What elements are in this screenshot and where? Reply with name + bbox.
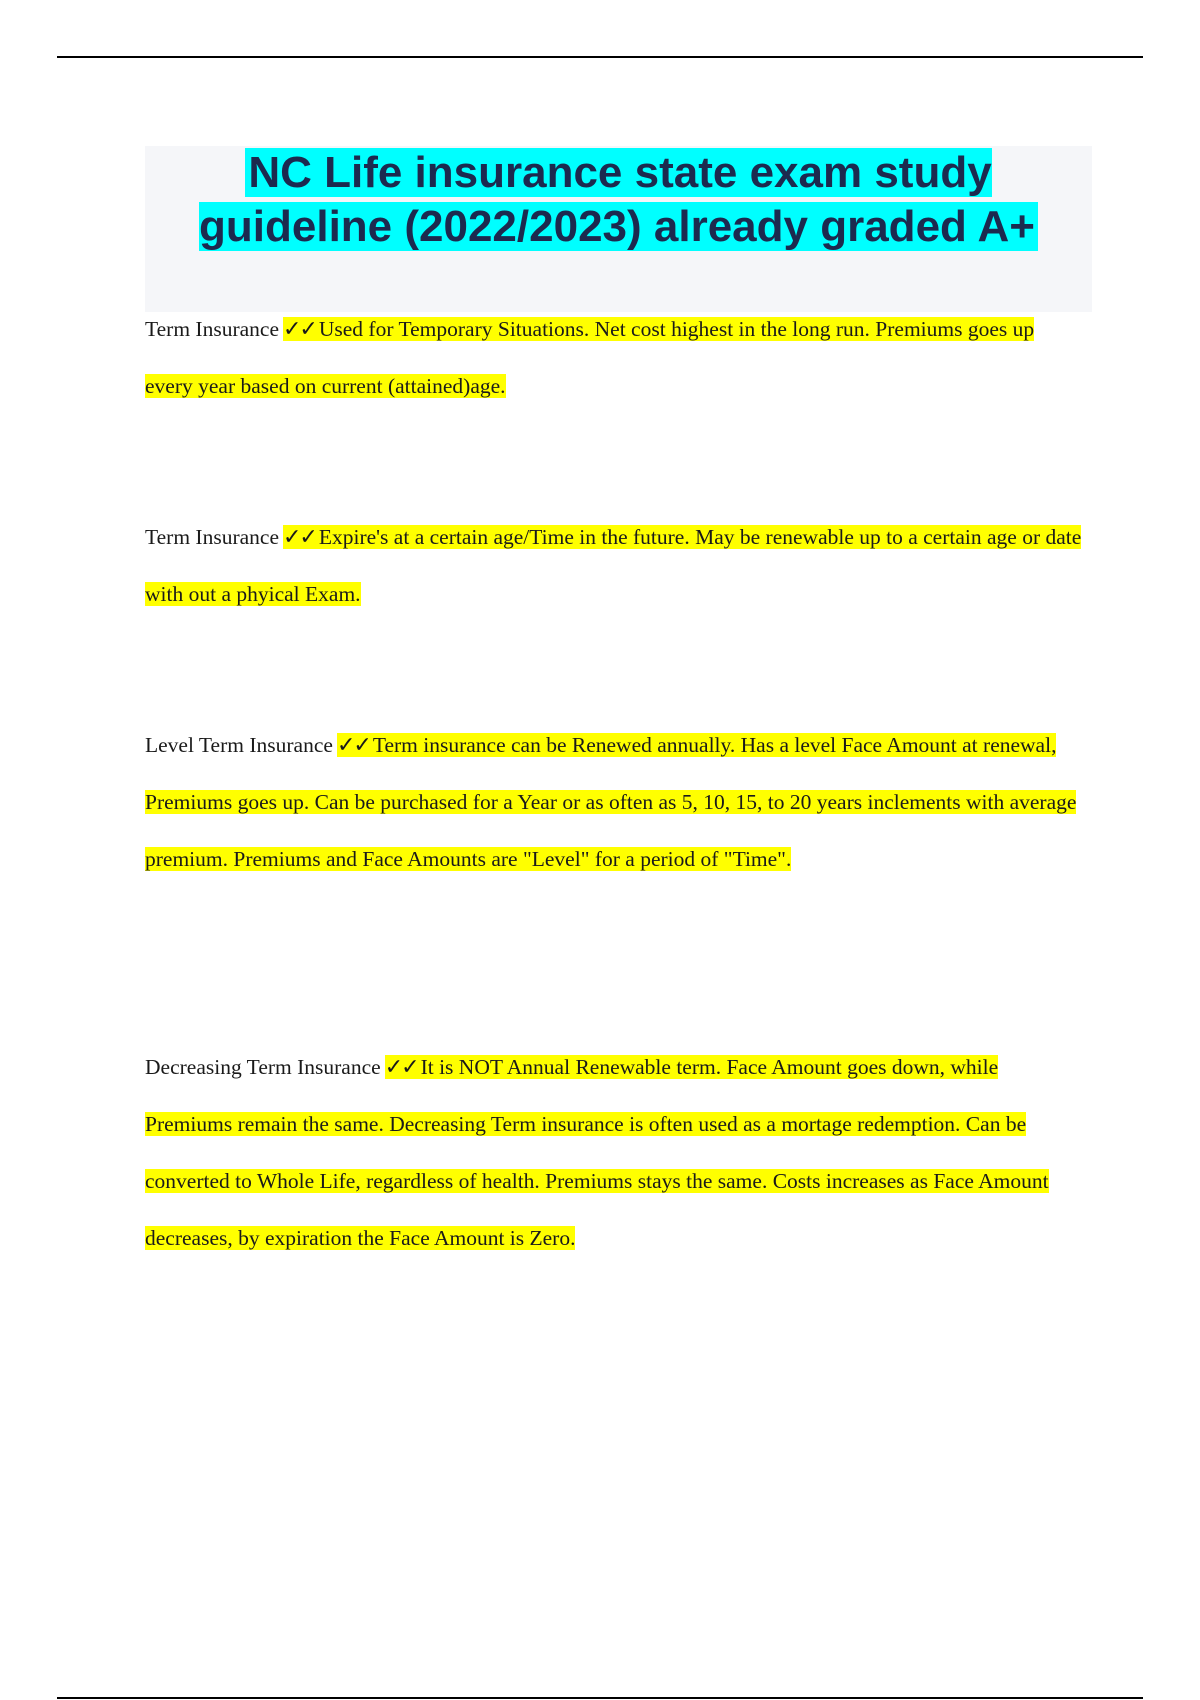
entry-definition: Expire's at a certain age/Time in the future. May be renewable up to a certain age or date with out a phyical Exam. — [145, 525, 1082, 606]
double-check-icon: ✓✓ — [384, 1055, 418, 1080]
entry-term: Term Insurance — [145, 317, 279, 341]
entry-definition: Term insurance can be Renewed annually. Has a level Face Amount at renewal, Premiums goes up. Can be purchased for a Year or as often as 5, 10, 15, to 20 years inclements with average premium. Premiums and Face Amounts are "Level" for a period of "Time". — [145, 733, 1077, 871]
study-entry — [145, 509, 1085, 623]
entry-definition: It is NOT Annual Renewable term. Face Amount goes down, while Premiums remain the same. Decreasing Term insurance is often used as a mortage redemption. Can be converted to Whole Life, regardless of health. Premiums stays the same. Costs increases as Face Amount decreases, by expiration the Face Amount is Zero. — [145, 1055, 1049, 1250]
study-entry — [145, 717, 1085, 888]
entry-term: Level Term Insurance — [145, 733, 333, 757]
entry-definition: Used for Temporary Situations. Net cost highest in the long run. Premiums goes up every year based on current (attained)age. — [145, 317, 1035, 398]
double-check-icon: ✓✓ — [336, 733, 370, 758]
document-title — [145, 146, 1092, 254]
document-title-text: NC Life insurance state exam study guideline (2022/2023) already graded A+ — [199, 148, 1038, 251]
double-check-icon: ✓✓ — [283, 525, 316, 550]
title-box — [145, 146, 1092, 312]
entry-definition-highlight — [145, 1055, 1049, 1250]
entry-definition-highlight — [145, 525, 1081, 606]
entry-term: Decreasing Term Insurance — [145, 1055, 381, 1079]
entry-term: Term Insurance — [145, 525, 279, 549]
double-check-icon: ✓✓ — [283, 317, 316, 342]
top-rule — [57, 56, 1143, 58]
study-entry — [145, 1039, 1085, 1267]
bottom-rule — [57, 1697, 1143, 1699]
study-entry — [145, 301, 1085, 415]
